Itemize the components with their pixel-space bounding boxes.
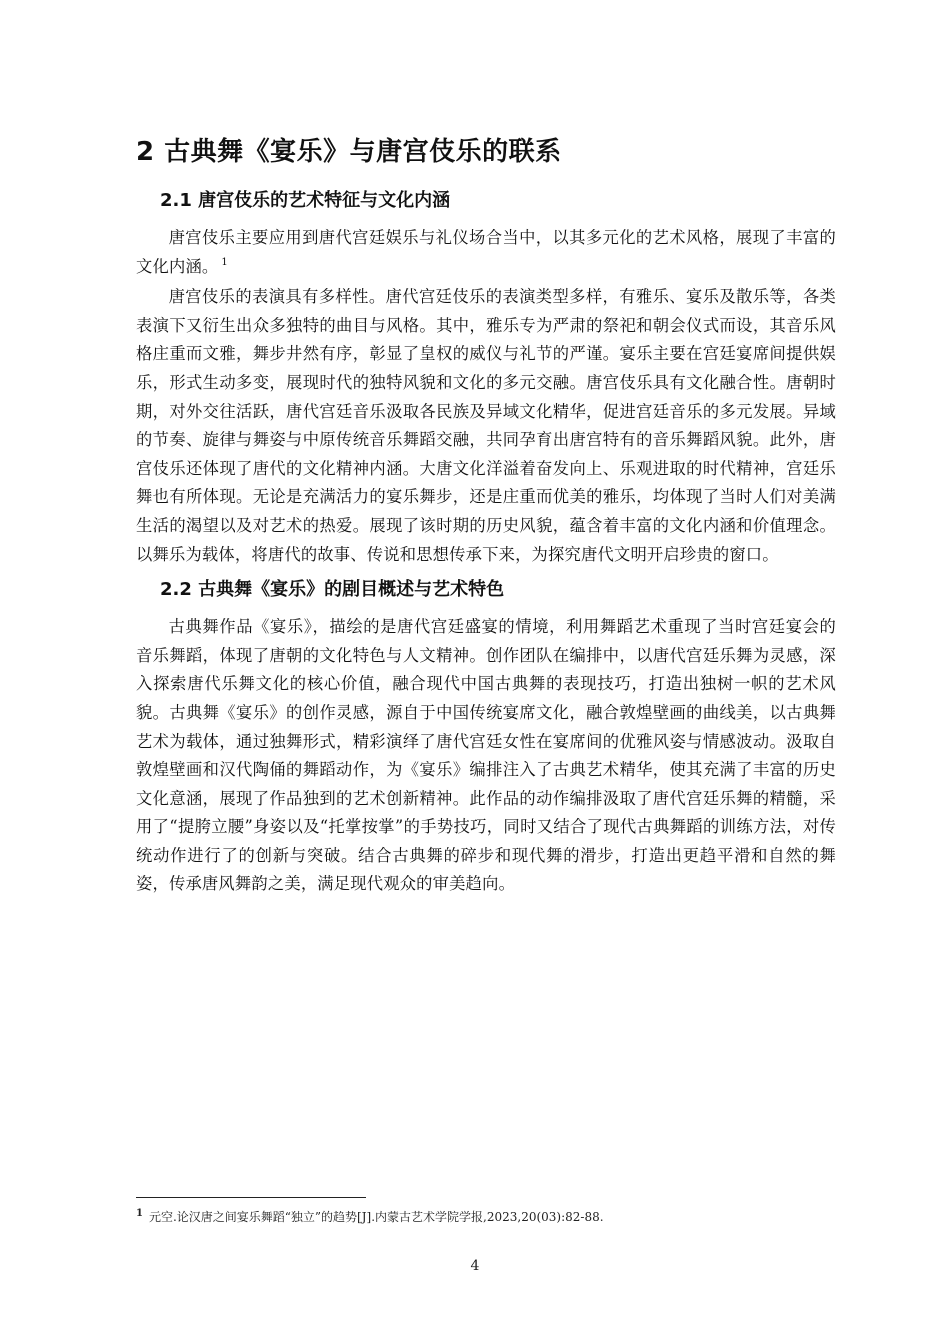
footnote-mark: 1 bbox=[136, 1208, 143, 1219]
paragraph-2-2-body: 古典舞作品《宴乐》，描绘的是唐代宫廷盛宴的情境，利用舞蹈艺术重现了当时宫廷宴会的音乐舞蹈，体现了唐朝的文化特色与人文精神。创作团队在编排中，以唐代宫廷乐舞为灵感，深入探索唐代乐舞文化的核心价值，融合现代中国古典舞的表现技巧，打造出独树一帜的艺术风貌。古典舞《宴乐》的创作灵感，源自于中国传统宴席文化，融合敦煌壁画的曲线美，以古典舞艺术为载体，通过独舞形式，精彩演绎了唐代宫廷女性在宴席间的优雅风姿与情感波动。汲取自敦煌壁画和汉代陶俑的舞蹈动作，为《宴乐》编排注入了古典艺术精华，使其充满了丰富的历史文化意涵，展现了作品独到的艺术创新精神。此作品的动作编排汲取了唐代宫廷乐舞的精髓，采用了“提胯立腰”身姿以及“托掌按掌”的手势技巧，同时又结合了现代古典舞蹈的训练方法，对传统动作进行了的创新与突破。结合古典舞的碎步和现代舞的滑步，打造出更趋平滑和自然的舞姿，传承唐风舞韵之美，满足现代观众的审美趋向。 bbox=[136, 617, 836, 894]
footnote bbox=[136, 1208, 856, 1226]
paragraph-2-1-intro bbox=[136, 224, 836, 281]
footnote-divider bbox=[136, 1197, 366, 1198]
page-content bbox=[136, 132, 836, 899]
paragraph-2-1-body: 唐宫伎乐的表演具有多样性。唐代宫廷伎乐的表演类型多样，有雅乐、宴乐及散乐等，各类表演下又衍生出众多独特的曲目与风格。其中，雅乐专为严肃的祭祀和朝会仪式而设，其音乐风格庄重而文雅，舞步井然有序，彰显了皇权的威仪与礼节的严谨。宴乐主要在宫廷宴席间提供娱乐，形式生动多变，展现时代的独特风貌和文化的多元交融。唐宫伎乐具有文化融合性。唐朝时期，对外交往活跃，唐代宫廷音乐汲取各民族及异域文化精华，促进宫廷音乐的多元发展。异域的节奏、旋律与舞姿与中原传统音乐舞蹈交融，共同孕育出唐宫特有的音乐舞蹈风貌。此外，唐宫伎乐还体现了唐代的文化精神内涵。大唐文化洋溢着奋发向上、乐观进取的时代精神，宫廷乐舞也有所体现。无论是充满活力的宴乐舞步，还是庄重而优美的雅乐，均体现了当时人们对美满生活的渴望以及对艺术的热爱。展现了该时期的历史风貌，蕴含着丰富的文化内涵和价值理念。以舞乐为载体，将唐代的故事、传说和思想传承下来，为探究唐代文明开启珍贵的窗口。 bbox=[136, 287, 836, 564]
section-title-2-2: 2.2 古典舞《宴乐》的剧目概述与艺术特色 bbox=[160, 579, 505, 601]
paragraph-text: 唐宫伎乐主要应用到唐代宫廷娱乐与礼仪场合当中，以其多元化的艺术风格，展现了丰富的文化内涵。 bbox=[136, 228, 836, 276]
section-title-2-1: 2.1 唐宫伎乐的艺术特征与文化内涵 bbox=[160, 190, 451, 211]
page-number: 4 bbox=[470, 1258, 480, 1274]
footnote-text: 元空.论汉唐之间宴乐舞蹈“独立”的趋势[J].内蒙古艺术学院学报,2023,20(03):82-88. bbox=[148, 1210, 604, 1224]
footnote-reference[interactable]: 1 bbox=[221, 257, 228, 269]
chapter-title: 2 古典舞《宴乐》与唐宫伎乐的联系 bbox=[136, 137, 562, 167]
